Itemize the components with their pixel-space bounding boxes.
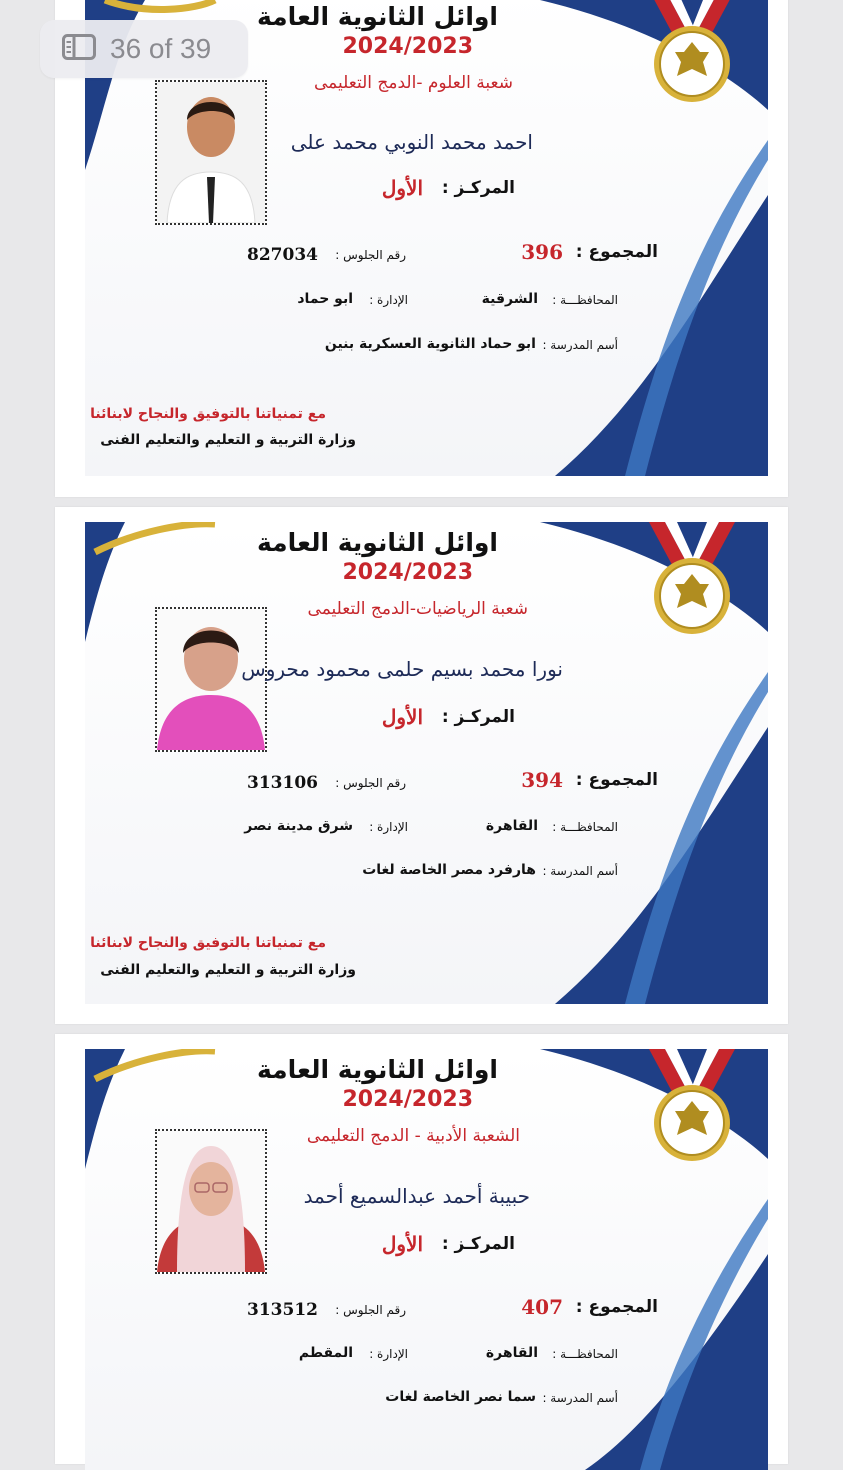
student-photo (155, 1129, 267, 1274)
governorate-value: القاهرة (485, 818, 538, 834)
admin-label: الإدارة : (369, 820, 408, 834)
seat-label: رقم الجلوس : (335, 776, 406, 790)
certificate-year: 2024/2023 (342, 1087, 473, 1112)
branch-label: شعبة الرياضيات-الدمج التعليمى (307, 599, 528, 619)
rank-value: الأول (381, 1232, 423, 1256)
rank-label: المركـز : (441, 707, 515, 727)
certificate-year: 2024/2023 (342, 34, 473, 59)
seat-label: رقم الجلوس : (335, 248, 406, 262)
total-label: المجموع : (575, 1297, 658, 1317)
ministry-text: وزارة التربية و التعليم والتعليم الفنى (100, 962, 356, 978)
seat-value: 313512 (247, 1300, 318, 1320)
school-value: هارفرد مصر الخاصة لغات (362, 862, 536, 878)
admin-value: شرق مدينة نصر (244, 818, 353, 834)
student-name: احمد محمد النوبي محمد على (290, 130, 533, 154)
rank-value: الأول (381, 176, 423, 200)
ministry-text: وزارة التربية و التعليم والتعليم الفنى (100, 432, 356, 448)
admin-label: الإدارة : (369, 293, 408, 307)
governorate-label: المحافظـــة : (552, 293, 618, 307)
seat-value: 313106 (247, 773, 318, 793)
seat-label: رقم الجلوس : (335, 1303, 406, 1317)
certificate-title: اوائل الثانوية العامة (256, 2, 498, 31)
ministry-medal-icon (637, 522, 747, 641)
total-label: المجموع : (575, 242, 658, 262)
rank-label: المركـز : (441, 178, 515, 198)
total-label: المجموع : (575, 770, 658, 790)
seat-value: 827034 (247, 245, 318, 265)
sidebar-icon[interactable] (62, 34, 96, 64)
certificate-card (85, 522, 768, 1004)
ministry-medal-icon (637, 0, 747, 109)
governorate-label: المحافظـــة : (552, 820, 618, 834)
page-count: 36 of 39 (110, 33, 212, 64)
school-label: أسم المدرسة : (542, 864, 618, 878)
admin-label: الإدارة : (369, 1347, 408, 1361)
certificate-year: 2024/2023 (342, 560, 473, 585)
rank-value: الأول (381, 705, 423, 729)
page-indicator[interactable] (40, 20, 248, 78)
total-value: 407 (521, 1295, 563, 1319)
governorate-value: الشرقية (481, 291, 538, 307)
governorate-label: المحافظـــة : (552, 1347, 618, 1361)
school-label: أسم المدرسة : (542, 1391, 618, 1405)
school-value: سما نصر الخاصة لغات (385, 1389, 536, 1405)
school-value: ابو حماد الثانوية العسكرية بنين (324, 336, 536, 352)
admin-value: المقطم (298, 1345, 353, 1361)
student-photo (155, 80, 267, 225)
total-value: 396 (521, 240, 563, 264)
certificate-page-3 (55, 1034, 788, 1464)
certificate-card (85, 1049, 768, 1470)
wish-text: مع تمنياتنا بالتوفيق والنجاح لابنائنا (90, 406, 326, 422)
wish-text: مع تمنياتنا بالتوفيق والنجاح لابنائنا (90, 935, 326, 951)
branch-label: شعبة العلوم -الدمج التعليمى (314, 73, 513, 93)
school-label: أسم المدرسة : (542, 338, 618, 352)
certificate-page-2 (55, 507, 788, 1024)
ministry-medal-icon (637, 1049, 747, 1168)
total-value: 394 (521, 768, 563, 792)
admin-value: ابو حماد (297, 291, 353, 307)
branch-label: الشعبة الأدبية - الدمج التعليمى (306, 1126, 520, 1146)
student-name: حبيبة أحمد عبدالسميع أحمد (303, 1184, 530, 1208)
certificate-title: اوائل الثانوية العامة (256, 528, 498, 557)
student-name: نورا محمد بسيم حلمى محمود محروس (241, 657, 563, 681)
rank-label: المركـز : (441, 1234, 515, 1254)
governorate-value: القاهرة (485, 1345, 538, 1361)
certificate-title: اوائل الثانوية العامة (256, 1055, 498, 1084)
